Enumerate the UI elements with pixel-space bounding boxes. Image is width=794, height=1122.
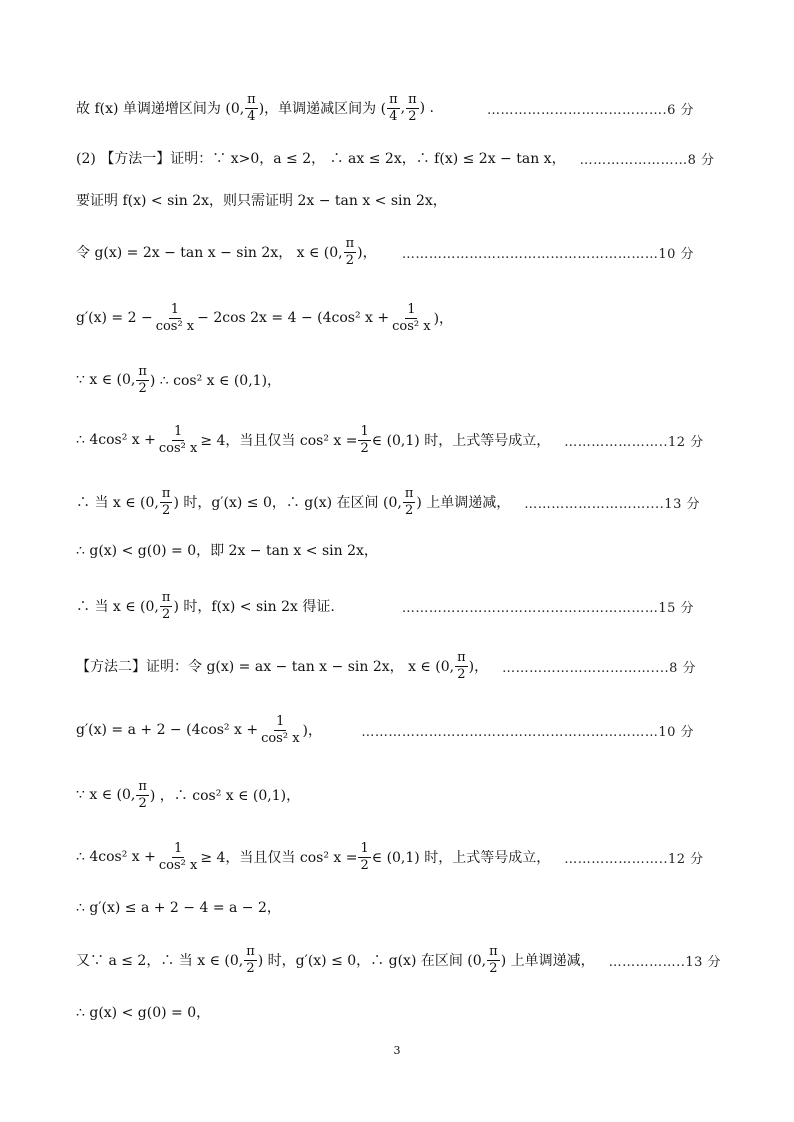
fraction-denominator: cos² x xyxy=(158,857,198,873)
fraction-denominator: 2 xyxy=(138,795,147,811)
line-content xyxy=(76,148,566,168)
fraction xyxy=(358,425,370,455)
score-marker: …………………………………………………10 分 xyxy=(401,246,694,262)
line-text: ) 时，f(x) < sin 2x 得证. xyxy=(173,599,335,615)
line-text: ∴ g(x) < g(0) = 0， xyxy=(76,1005,211,1021)
line-content xyxy=(76,303,453,333)
line-text: ∴ 4cos² x + xyxy=(76,432,156,448)
line-text: ∵ x ∈ (0, xyxy=(76,787,136,803)
solution-line xyxy=(76,88,696,128)
line-content xyxy=(76,237,377,267)
fraction xyxy=(403,487,416,517)
line-text: 【方法二】证明：令 g(x) = ax − tan x − sin 2x， x ∈ (0, xyxy=(76,659,455,675)
fraction xyxy=(344,237,357,267)
line-content xyxy=(76,651,488,681)
fraction-numerator: π xyxy=(457,649,466,665)
line-text: ) 时，g′(x) ≤ 0，∴ g(x) 在区间 (0, xyxy=(257,953,487,969)
solution-line xyxy=(76,360,696,400)
line-content xyxy=(76,945,595,975)
fraction-denominator: 2 xyxy=(246,960,255,976)
solution-line xyxy=(76,837,704,877)
score-marker: …………………………………………………………10 分 xyxy=(361,724,694,740)
fraction-denominator: cos² x xyxy=(261,730,300,746)
solution-line xyxy=(76,586,696,626)
solution-line xyxy=(76,992,696,1032)
fraction xyxy=(136,780,149,810)
fraction-denominator: 2 xyxy=(360,857,369,873)
fraction-numerator: π xyxy=(161,485,171,501)
solution-line xyxy=(76,940,722,980)
fraction-denominator: 2 xyxy=(489,960,498,976)
line-content xyxy=(76,897,281,917)
line-text: 故 f(x) 单调递增区间为 (0, xyxy=(76,101,245,117)
solution-line xyxy=(76,775,696,815)
line-text: g′(x) = a + 2 − (4cos² x + xyxy=(76,722,259,738)
fraction-numerator: 1 xyxy=(170,301,180,317)
line-text: g′(x) = 2 − xyxy=(76,310,153,326)
line-text: ) 时，g′(x) ≤ 0，∴ g(x) 在区间 (0, xyxy=(173,495,402,511)
line-text: , xyxy=(400,100,406,116)
solution-line xyxy=(76,180,696,220)
fraction-denominator: cos² x xyxy=(158,440,198,456)
fraction-denominator: 4 xyxy=(389,108,398,124)
score-marker: …………………………………………………15 分 xyxy=(401,600,694,616)
fraction-numerator: π xyxy=(404,485,414,501)
fraction xyxy=(245,93,258,123)
line-text: ) 上单调递减， xyxy=(500,953,595,969)
fraction-numerator: 1 xyxy=(407,301,416,317)
line-text: ≥ 4，当且仅当 cos² x = xyxy=(200,850,358,866)
fraction xyxy=(259,715,301,745)
score-marker: …………………..12 分 xyxy=(564,851,704,867)
line-text: ≥ 4，当且仅当 cos² x = xyxy=(200,433,358,449)
line-text: )， xyxy=(433,311,454,327)
line-content xyxy=(76,487,510,517)
score-marker: ………………………....13 分 xyxy=(524,496,700,512)
line-text: ∈ (0,1) 时，上式等号成立， xyxy=(371,433,551,449)
fraction-numerator: π xyxy=(247,91,256,107)
fraction-numerator: π xyxy=(246,943,255,959)
fraction-denominator: 2 xyxy=(162,502,171,518)
fraction xyxy=(487,945,500,975)
line-text: − 2cos 2x = 4 − (4cos² x + xyxy=(197,310,390,326)
line-text: ∴ 当 x ∈ (0, xyxy=(76,495,159,511)
fraction xyxy=(154,303,196,333)
score-marker: ………………………………….6 分 xyxy=(486,102,694,118)
fraction-numerator: 1 xyxy=(276,713,285,729)
line-text: 要证明 f(x) < sin 2x，则只需证明 2x − tan x < sin 2x， xyxy=(76,193,447,209)
fraction xyxy=(160,591,173,621)
fraction-numerator: π xyxy=(161,589,171,605)
fraction-numerator: π xyxy=(489,943,498,959)
line-text: )， xyxy=(468,659,489,675)
line-content xyxy=(76,425,550,455)
fraction-numerator: π xyxy=(138,363,147,379)
fraction-denominator: cos² x xyxy=(392,318,431,334)
score-marker: …………………..12 分 xyxy=(564,434,704,450)
fraction-denominator: 2 xyxy=(138,380,147,396)
line-content xyxy=(76,93,434,123)
fraction xyxy=(358,842,370,872)
line-text: ∴ g(x) < g(0) = 0，即 2x − tan x < sin 2x， xyxy=(76,543,378,559)
line-text: ) ，∴ cos² x ∈ (0,1)， xyxy=(149,788,301,804)
line-content xyxy=(76,715,322,745)
line-content xyxy=(76,365,281,395)
fraction xyxy=(157,842,199,872)
line-text: 又∵ a ≤ 2，∴ 当 x ∈ (0, xyxy=(76,953,244,969)
fraction-denominator: 2 xyxy=(404,502,414,518)
fraction xyxy=(160,487,173,517)
fraction xyxy=(455,651,468,681)
fraction-denominator: 2 xyxy=(345,252,355,268)
solution-line xyxy=(76,887,696,927)
fraction-numerator: 1 xyxy=(173,840,183,856)
page-number: 3 xyxy=(393,1044,401,1057)
fraction-denominator: 2 xyxy=(162,606,171,622)
line-text: ∴ 4cos² x + xyxy=(76,849,156,865)
line-text: (2) 【方法一】证明：∵ x>0，a ≤ 2， ∴ ax ≤ 2x，∴ f(x) ≤ 2x − tan x， xyxy=(76,151,566,167)
fraction-numerator: 1 xyxy=(360,423,369,439)
line-text: 令 g(x) = 2x − tan x − sin 2x， x ∈ (0, xyxy=(76,245,343,261)
solution-line xyxy=(76,530,696,570)
fraction-denominator: 2 xyxy=(360,440,369,456)
solution-line xyxy=(76,482,700,522)
fraction-numerator: π xyxy=(138,778,147,794)
line-text: ∴ 当 x ∈ (0, xyxy=(76,599,159,615)
fraction xyxy=(157,425,199,455)
line-text: ) 上单调递减， xyxy=(416,495,511,511)
solution-line xyxy=(76,646,696,686)
line-text: ∴ g′(x) ≤ a + 2 − 4 = a − 2， xyxy=(76,900,281,916)
solution-line xyxy=(76,298,696,338)
solution-line xyxy=(76,232,696,272)
fraction-numerator: π xyxy=(408,91,417,107)
line-content xyxy=(76,591,335,621)
fraction xyxy=(387,93,400,123)
fraction-denominator: cos² x xyxy=(155,318,195,334)
line-text: ) . xyxy=(419,100,435,116)
line-text: )， xyxy=(302,723,323,739)
fraction xyxy=(406,93,419,123)
fraction-numerator: 1 xyxy=(173,423,183,439)
fraction-numerator: π xyxy=(345,235,355,251)
line-content xyxy=(76,780,300,810)
line-text: ) ∴ cos² x ∈ (0,1)， xyxy=(149,373,282,389)
line-text: ∈ (0,1) 时，上式等号成立， xyxy=(371,850,551,866)
line-content xyxy=(76,190,447,210)
solution-line xyxy=(76,138,715,178)
fraction-numerator: π xyxy=(389,91,398,107)
line-content xyxy=(76,1002,210,1022)
fraction-numerator: 1 xyxy=(360,840,369,856)
score-marker: ……………………………....8 分 xyxy=(502,660,697,676)
fraction xyxy=(136,365,149,395)
solution-line xyxy=(76,420,704,460)
line-content xyxy=(76,842,550,872)
fraction-denominator: 4 xyxy=(247,108,256,124)
fraction xyxy=(390,303,432,333)
score-marker: ……………………8 分 xyxy=(579,152,715,168)
score-marker: ……………..13 分 xyxy=(608,954,722,970)
line-text: )，单调递减区间为 ( xyxy=(258,101,387,117)
line-content xyxy=(76,540,378,560)
line-text: ∵ x ∈ (0, xyxy=(76,372,136,388)
fraction xyxy=(244,945,257,975)
fraction-denominator: 2 xyxy=(457,666,466,682)
fraction-denominator: 2 xyxy=(408,108,417,124)
line-text: )， xyxy=(357,245,377,261)
solution-line xyxy=(76,710,696,750)
